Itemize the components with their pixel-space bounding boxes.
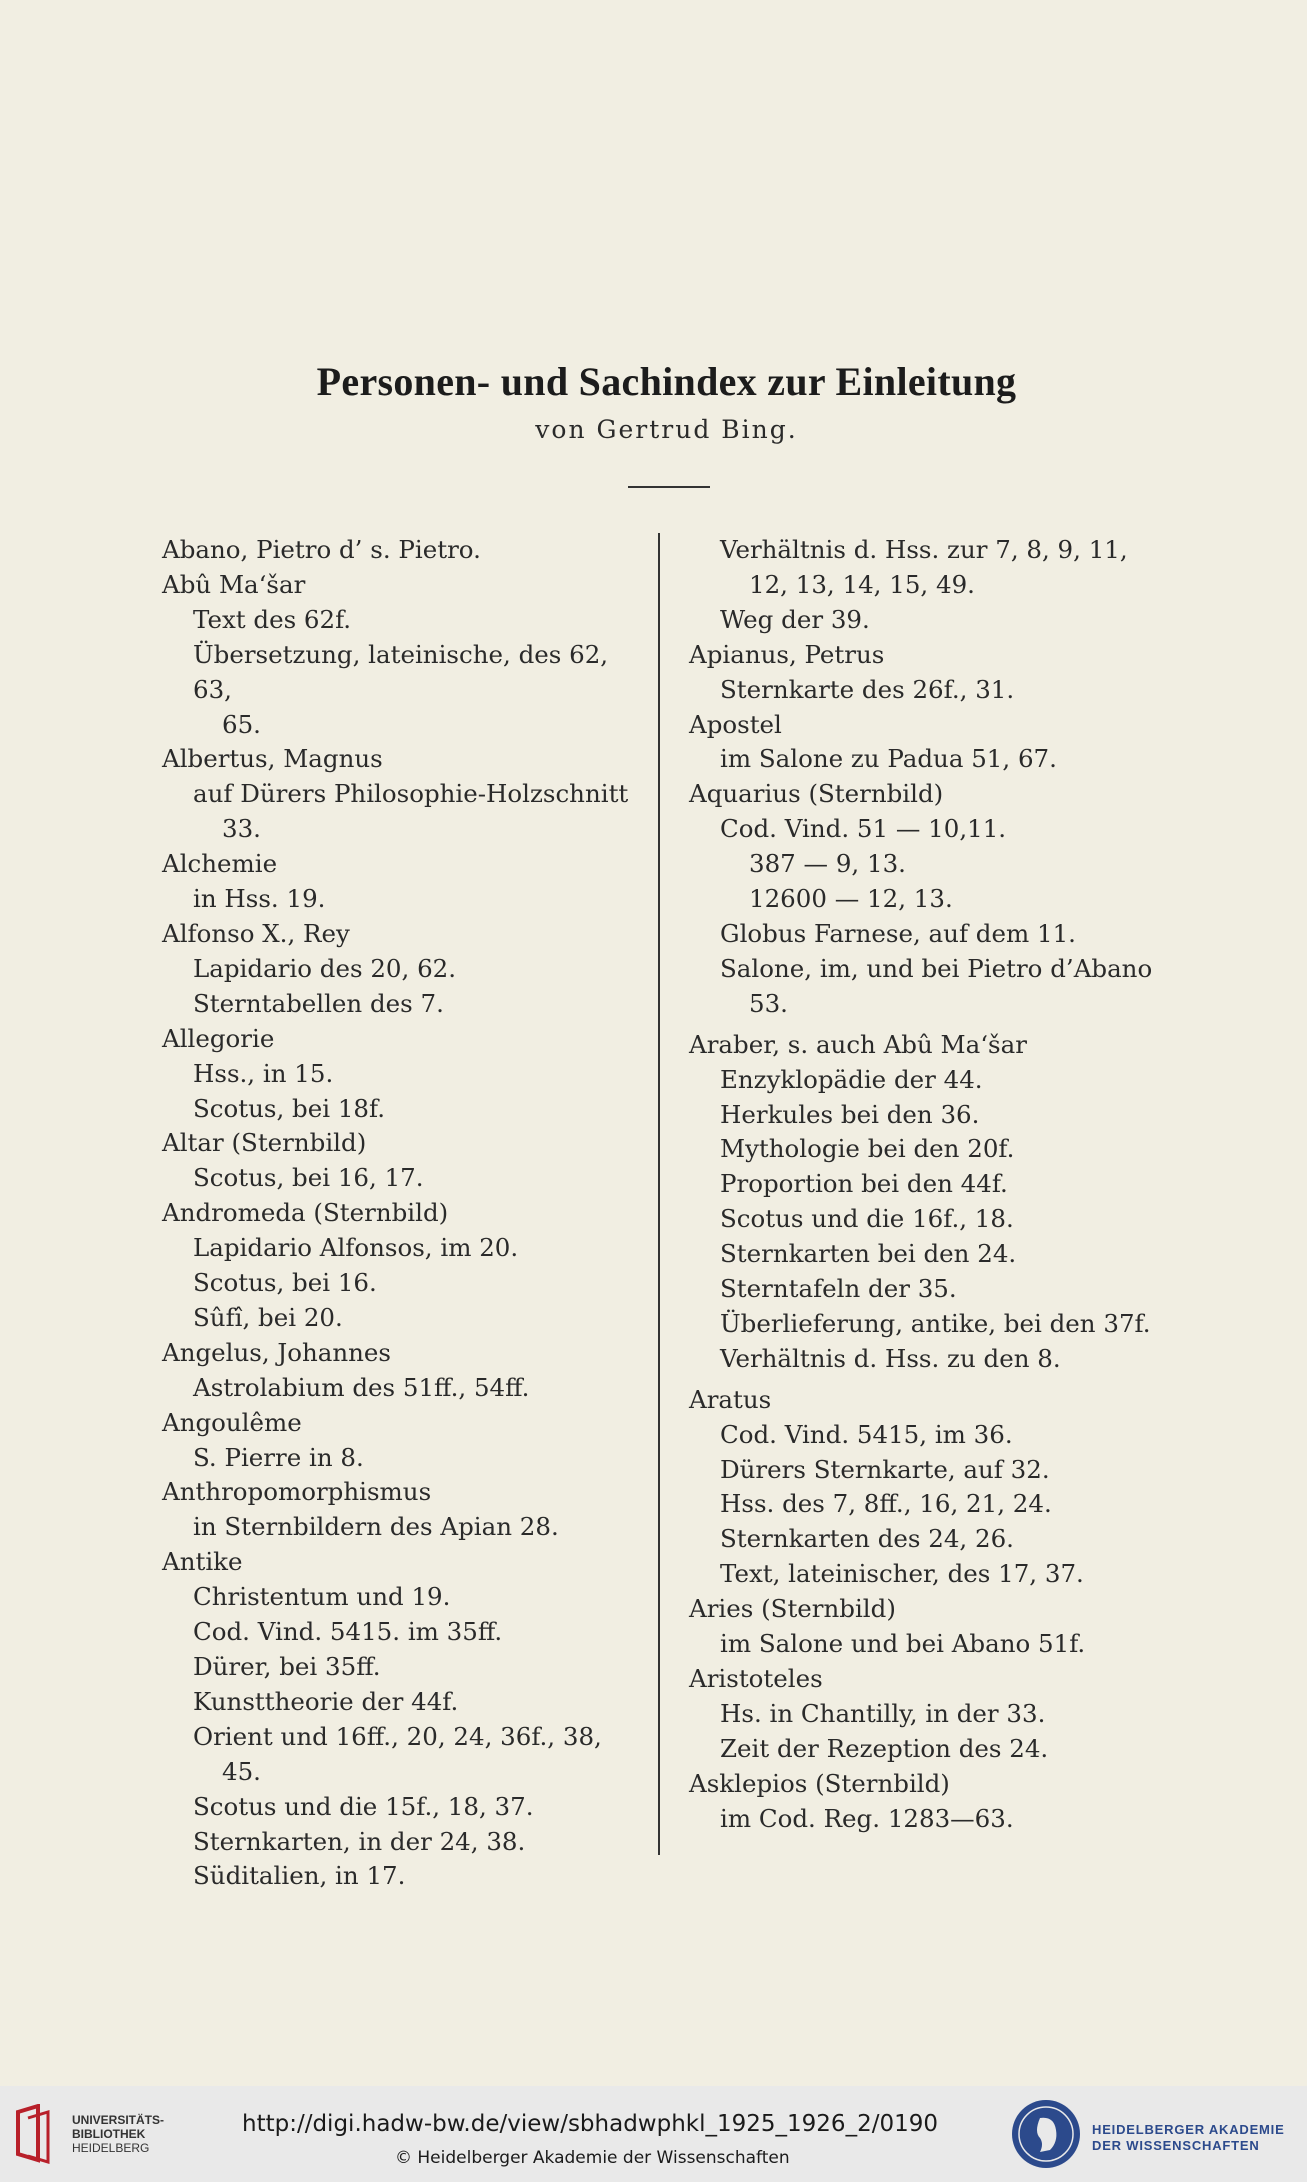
university-library-logo-icon <box>14 2104 60 2164</box>
index-subentry: Christentum und 19. <box>193 1582 451 1612</box>
index-entry-heading: Angelus, Johannes <box>162 1337 392 1367</box>
index-subentry: Salone, im, und bei Pietro d’Abano <box>720 953 1153 983</box>
index-entry-continuation: 12600 — 12, 13. <box>749 884 953 914</box>
academy-seal-icon <box>1010 2098 1082 2170</box>
index-entry-heading: Apostel <box>689 709 782 739</box>
index-subentry: Lapidario des 20, 62. <box>193 953 457 983</box>
page-subtitle: von Gertrud Bing. <box>535 415 798 444</box>
index-left-column <box>162 533 652 1894</box>
index-subentry: Sterntafeln der 35. <box>720 1274 957 1304</box>
index-subentry: S. Pierre in 8. <box>193 1442 364 1472</box>
index-subentry: Hss. des 7, 8ff., 16, 21, 24. <box>720 1489 1052 1519</box>
index-entry-heading: Albertus, Magnus <box>162 744 383 774</box>
library-name-line: BIBLIOTHEK <box>72 2127 146 2141</box>
index-subentry: Dürers Sternkarte, auf 32. <box>720 1454 1050 1484</box>
academy-name <box>1092 2122 1285 2154</box>
index-subentry: Text, lateinischer, des 17, 37. <box>720 1559 1084 1589</box>
index-entry-heading: Anthropomorphismus <box>162 1477 432 1507</box>
index-entry-continuation: 45. <box>222 1756 261 1786</box>
index-subentry: auf Dürers Philosophie-Holzschnitt <box>193 779 629 809</box>
index-entry-heading: Aristoteles <box>689 1664 823 1693</box>
copyright-notice: © Heidelberger Akademie der Wissenschaften <box>395 2148 790 2168</box>
index-subentry: Dürer, bei 35ff. <box>193 1652 381 1681</box>
index-entry-heading: Aries (Sternbild) <box>689 1594 896 1624</box>
index-entry-heading: Araber, s. auch Abû Ma‘šar <box>689 1029 1027 1059</box>
index-subentry: im Salone und bei Abano 51f. <box>720 1629 1086 1659</box>
index-entry-heading: Asklepios (Sternbild) <box>689 1768 950 1798</box>
index-entry-continuation: 33. <box>222 814 261 844</box>
index-subentry: Übersetzung, lateinische, des 62, 63, <box>193 639 609 704</box>
index-subentry: Orient und 16ff., 20, 24, 36f., 38, <box>193 1721 602 1751</box>
index-subentry: Herkules bei den 36. <box>720 1099 980 1129</box>
index-subentry: Weg der 39. <box>720 604 870 634</box>
index-entry-heading: Altar (Sternbild) <box>162 1128 367 1158</box>
index-subentry: Süditalien, in 17. <box>193 1861 406 1891</box>
index-subentry: Astrolabium des 51ff., 54ff. <box>193 1372 530 1402</box>
index-entry-heading: Alfonso X., Rey <box>162 918 350 948</box>
index-entry-heading: Alchemie <box>162 849 278 879</box>
index-entry-heading: Abano, Pietro d’ s. Pietro. <box>162 535 481 564</box>
index-subentry: Sûfî, bei 20. <box>193 1302 343 1332</box>
document-url-link[interactable]: http://digi.hadw-bw.de/view/sbhadwphkl_1925_1926_2/0190 <box>242 2111 938 2137</box>
index-subentry: Hss., in 15. <box>193 1058 334 1088</box>
index-subentry: im Cod. Reg. 1283—63. <box>720 1803 1014 1833</box>
index-subentry: Scotus und die 16f., 18. <box>720 1204 1014 1234</box>
library-name-line: HEIDELBERG <box>72 2141 150 2155</box>
index-subentry: Mythologie bei den 20f. <box>720 1134 1015 1164</box>
index-entry-heading: Abû Ma‘šar <box>162 569 306 599</box>
index-entry-heading: Allegorie <box>162 1023 275 1053</box>
index-subentry: Überlieferung, antike, bei den 37f. <box>720 1308 1151 1338</box>
index-entry-continuation: 12, 13, 14, 15, 49. <box>749 569 975 599</box>
index-entry-heading: Angoulême <box>162 1407 302 1437</box>
index-subentry: Scotus, bei 18f. <box>193 1093 385 1123</box>
index-subentry: in Hss. 19. <box>193 884 326 914</box>
academy-name-line: HEIDELBERGER AKADEMIE <box>1092 2122 1285 2137</box>
index-subentry: Sternkarten bei den 24. <box>720 1239 1017 1269</box>
index-subentry: Verhältnis d. Hss. zu den 8. <box>720 1343 1061 1373</box>
index-subentry: Sternkarten des 24, 26. <box>720 1524 1014 1554</box>
index-right-column <box>689 533 1199 1837</box>
index-subentry: Verhältnis d. Hss. zur 7, 8, 9, 11, <box>720 535 1128 564</box>
footer-bar <box>0 2086 1307 2182</box>
index-entry-continuation: 387 — 9, 13. <box>749 849 906 879</box>
index-subentry: Cod. Vind. 51 — 10,11. <box>720 814 1007 844</box>
index-entry-heading: Aratus <box>689 1384 772 1414</box>
title-rule <box>628 486 710 488</box>
index-subentry: Globus Farnese, auf dem 11. <box>720 918 1076 948</box>
academy-name-line: DER WISSENSCHAFTEN <box>1092 2138 1260 2153</box>
index-subentry: Sternkarten, in der 24, 38. <box>193 1826 526 1856</box>
university-library-name <box>72 2113 164 2155</box>
index-subentry: Scotus und die 15f., 18, 37. <box>193 1791 534 1821</box>
index-subentry: im Salone zu Padua 51, 67. <box>720 744 1057 774</box>
index-subentry: Scotus, bei 16, 17. <box>193 1163 424 1193</box>
column-divider <box>658 533 660 1855</box>
index-subentry: in Sternbildern des Apian 28. <box>193 1512 559 1542</box>
index-subentry: Enzyklopädie der 44. <box>720 1064 983 1094</box>
index-subentry: Zeit der Rezeption des 24. <box>720 1733 1049 1763</box>
index-entry-continuation: 65. <box>222 709 261 739</box>
index-subentry: Kunsttheorie der 44f. <box>193 1686 459 1716</box>
index-entry-heading: Andromeda (Sternbild) <box>162 1198 449 1228</box>
index-subentry: Hs. in Chantilly, in der 33. <box>720 1698 1046 1728</box>
index-entry-continuation: 53. <box>749 988 788 1018</box>
page-title: Personen- und Sachindex zur Einleitung <box>316 359 1017 404</box>
index-entry-heading: Aquarius (Sternbild) <box>689 779 944 809</box>
index-entry-heading: Antike <box>162 1547 243 1577</box>
library-name-line: UNIVERSITÄTS- <box>72 2113 165 2127</box>
index-subentry: Cod. Vind. 5415, im 36. <box>720 1419 1013 1449</box>
index-subentry: Scotus, bei 16. <box>193 1268 377 1298</box>
index-subentry: Sterntabellen des 7. <box>193 988 444 1018</box>
index-subentry: Cod. Vind. 5415. im 35ff. <box>193 1617 503 1647</box>
index-subentry: Sternkarte des 26f., 31. <box>720 674 1015 704</box>
index-subentry: Proportion bei den 44f. <box>720 1169 1008 1199</box>
index-subentry: Text des 62f. <box>193 604 352 634</box>
index-entry-heading: Apianus, Petrus <box>689 639 885 669</box>
index-subentry: Lapidario Alfonsos, im 20. <box>193 1233 519 1263</box>
